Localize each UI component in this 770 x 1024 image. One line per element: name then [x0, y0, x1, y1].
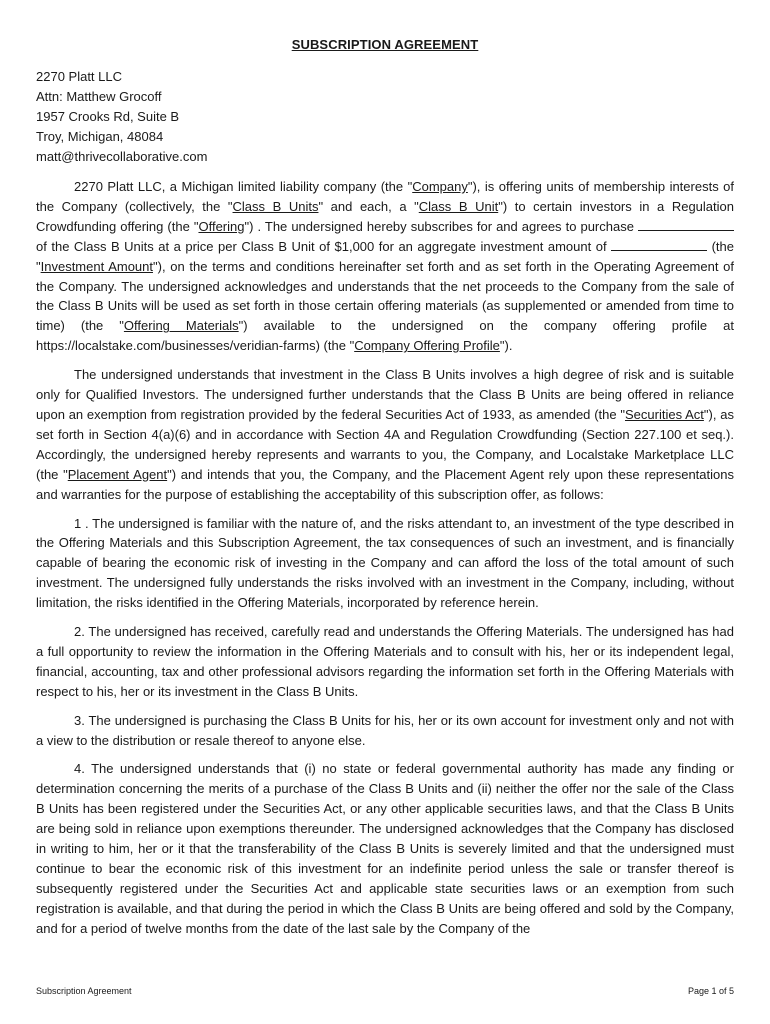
text-run: "), is offering units of membership interests of the Company (collectively, the "	[36, 179, 735, 214]
defined-term-investment-amount: Investment Amount	[40, 258, 153, 274]
clause-1: 1 . The undersigned is familiar with the nature of, and the risks attendant to, an investment of the type described in the Offering Materials and this Subscription Agreement, the tax consequences of such an investment, and is financially capable of bearing the economic risk of investing in the Company and can afford the loss of the total amount of such investment. The undersigned fully understands the risks involved with an investment in the Company, including, without limitation, the risks identified in the Offering Materials, incorporated by reference herein.	[36, 515, 734, 611]
defined-term-company-offering-profile: Company Offering Profile	[354, 338, 500, 354]
text-run: " and each, a "	[318, 198, 419, 214]
contact-email: matt@thrivecollaborative.com	[36, 149, 208, 164]
defined-term-company: Company	[412, 179, 468, 194]
text-run: "), on the terms and conditions hereinafter set forth and as set forth in the Operating Agreement of the Company. The undersigned acknowledges and understands that the net proceeds to the Company from the sale of the Class B Units will be used as set forth in those certain offering materials (as supplemented or amended from time to time) (the "	[36, 258, 734, 334]
text-run: ") to certain investors in a Regulation Crowdfunding offering (the "	[36, 198, 734, 234]
paragraph-risk-acknowledgement	[36, 365, 734, 504]
company-name: 2270 Platt LLC	[36, 69, 123, 84]
text-run: The undersigned understands that investment in the Class B Units involves a high degree of risk and is suitable only for Qualified Investors. The undersigned further understands that the Class B Units are being offered in reliance upon an exemption from registration provided by the federal Securities Act of 1933, as amended (the "	[36, 367, 734, 422]
recipient-address-block	[36, 67, 207, 167]
footer-page-number: Page 1 of 5	[687, 986, 734, 996]
paragraph-intro	[36, 177, 734, 356]
defined-term-offering-materials: Offering Materials	[123, 318, 239, 334]
clause-2: 2. The undersigned has received, carefully read and understands the Offering Materials. The undersigned has had a full opportunity to review the information in the Offering Materials and to consult with his, her or its independent legal, financial, accounting, tax and other professional advisors regarding the information set forth in the Offering Materials with respect to his, her or its investment in the Class B Units.	[36, 624, 734, 699]
defined-term-securities-act: Securities Act	[624, 406, 704, 422]
footer-document-name: Subscription Agreement	[36, 986, 132, 996]
attention-line: Attn: Matthew Grocoff	[36, 89, 162, 104]
defined-term-class-b-unit: Class B Unit	[418, 198, 499, 214]
text-run: (the "	[36, 238, 734, 274]
city-state-zip: Troy, Michigan, 48084	[36, 129, 164, 144]
page-footer	[36, 986, 734, 996]
clause-3: 3. The undersigned is purchasing the Class B Units for his, her or its own account for investment only and not with a view to the distribution or resale thereof to anyone else.	[36, 712, 734, 748]
text-run: 2270 Platt LLC, a Michigan limited liability company (the "	[74, 179, 413, 194]
text-run: ").	[499, 338, 513, 354]
investment-amount-blank[interactable]	[611, 238, 707, 251]
text-run: ") and intends that you, the Company, and the Placement Agent rely upon these representations and warranties for the purpose of establishing the acceptability of this subscription offer, as follows:	[36, 466, 734, 502]
defined-term-offering: Offering	[198, 218, 245, 234]
text-run: ") . The undersigned hereby subscribes for and agrees to purchase	[244, 218, 634, 234]
units-quantity-blank[interactable]	[638, 218, 734, 231]
document-title: SUBSCRIPTION AGREEMENT	[291, 37, 479, 52]
street-address: 1957 Crooks Rd, Suite B	[36, 109, 180, 124]
agreement-body	[36, 177, 734, 948]
clause-4: 4. The undersigned understands that (i) no state or federal governmental authority has made any finding or determination concerning the merits of a purchase of the Class B Units and (ii) neither the offer nor the sale of the Class B Units has been registered under the Securities Act, or any other applicable securities laws, and that the Class B Units are being sold in reliance upon exemptions thereunder. The undersigned acknowledges that the Company has disclosed in writing to him, her or it that the transferability of the Class B Units is severely limited and that the undersigned must continue to bear the economic risk of this investment for an indefinite period unless the sale or transfer thereof is subsequently registered under the Securities Act and applicable state securities laws or an exemption from such registration is available, and that during the period in which the Class B Units are being offered and sold by the Company, and for a period of twelve months from the date of the last sale by the Company of the	[36, 761, 734, 936]
defined-term-class-b-units: Class B Units	[232, 198, 319, 214]
text-run: "), as set forth in Section 4(a)(6) and in accordance with Section 4A and Regulation Crowdfunding (Section 227.100 et seq.). Accordingly, the undersigned hereby represents and warrants to you, the Company, and Localstake Marketplace LLC (the "	[36, 406, 734, 482]
defined-term-placement-agent: Placement Agent	[67, 466, 168, 482]
text-run: ") available to the undersigned on the company offering profile at https://localstake.com/businesses/veridian-farms) (the "	[36, 318, 734, 354]
text-run: of the Class B Units at a price per Class B Unit of $1,000 for an aggregate investment amount of	[36, 238, 612, 254]
